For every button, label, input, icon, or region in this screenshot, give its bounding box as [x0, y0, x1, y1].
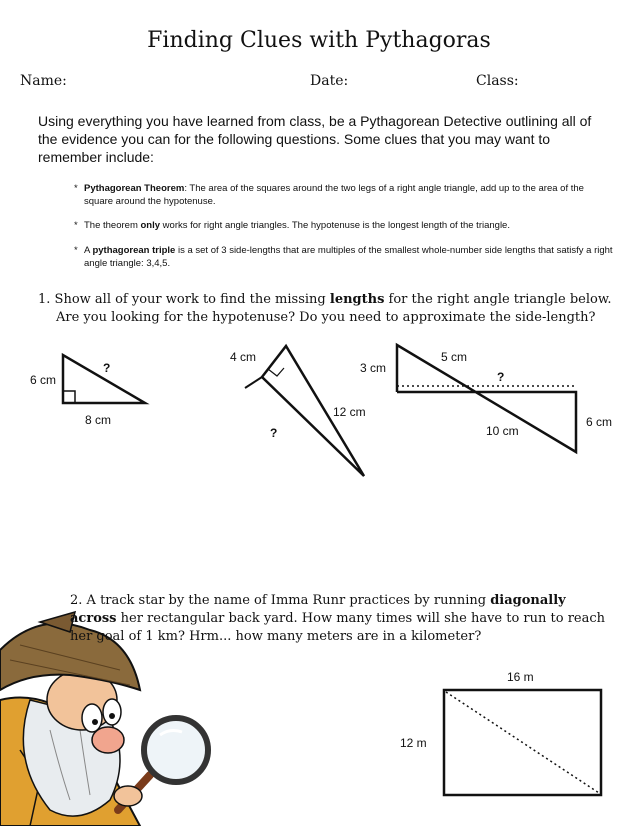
clue-text: works for right angle triangles. The hypotenuse is the longest length of the triangle. [160, 220, 510, 231]
question-2 [70, 592, 610, 646]
triangle-2-side-a-label: 4 cm [230, 350, 257, 364]
triangle-1-unknown-label: ? [103, 361, 111, 375]
intro-paragraph: Using everything you have learned from class, be a Pythagorean Detective outlining all of the evidence you can for the following questions. Some clues that you may want to remember include: [38, 113, 592, 165]
bullet: * [74, 220, 78, 231]
clue-text: : The area of the squares around the two legs of a right angle triangle, add up to the area of the square around the hypotenuse. [84, 183, 584, 207]
clue-text: is a set of 3 side-lengths that are multiples of the smallest whole-number side lengths that satisfy a right angle triangle: 3,4,5. [84, 245, 613, 269]
question-number: 2. [70, 593, 83, 608]
triangle-3-unknown-label: ? [497, 370, 505, 384]
question-number: 1. [38, 292, 51, 307]
name-label: Name: [20, 73, 67, 89]
triangle-3-side-a-label: 3 cm [360, 361, 387, 375]
yard-width-label: 16 m [507, 670, 534, 684]
right-angle-marker [63, 391, 75, 403]
bullet: * [74, 245, 78, 256]
class-label: Class: [476, 73, 519, 89]
triangle-3-side-c-label: 10 cm [486, 424, 519, 438]
triangle-1-side-a-label: 6 cm [30, 373, 57, 387]
question-line-2: Are you looking for the hypotenuse? Do you need to approximate the side-length? [56, 310, 596, 325]
clue-pre: The theorem [84, 220, 141, 231]
triangle-2-leg [245, 377, 262, 388]
yard-height-label: 12 m [400, 736, 427, 750]
clue-bold: only [140, 220, 161, 231]
triangle-3-side-b-label: 5 cm [441, 350, 468, 364]
question-text-end: her rectangular back yard. How many times will she have to run to reach her goal of 1 km? Hrm... how many meters are in a kilometer? [70, 611, 606, 644]
clue-pre: A [84, 245, 93, 256]
yard-diagram [444, 690, 601, 795]
clue-bold: pythagorean triple [92, 245, 176, 256]
triangle-3-side-d-label: 6 cm [586, 415, 613, 429]
date-label: Date: [310, 73, 349, 89]
triangle-2-unknown-label: ? [270, 426, 278, 440]
question-bold: lengths [329, 292, 385, 307]
question-text: Show all of your work to find the missing [54, 292, 330, 307]
bullet: * [74, 183, 78, 194]
question-bold: diagonally across [70, 593, 566, 626]
triangle-1-side-b-label: 8 cm [85, 413, 112, 427]
question-text-end: for the right angle triangle below. [384, 292, 612, 307]
page-title: Finding Clues with Pythagoras [147, 28, 491, 53]
yard-diagonal [446, 692, 599, 793]
clue-bold: Pythagorean Theorem [84, 183, 185, 194]
right-angle-marker [268, 368, 284, 376]
question-text: A track star by the name of Imma Runr practices by running [86, 593, 491, 608]
triangle-2-side-b-label: 12 cm [333, 405, 366, 419]
